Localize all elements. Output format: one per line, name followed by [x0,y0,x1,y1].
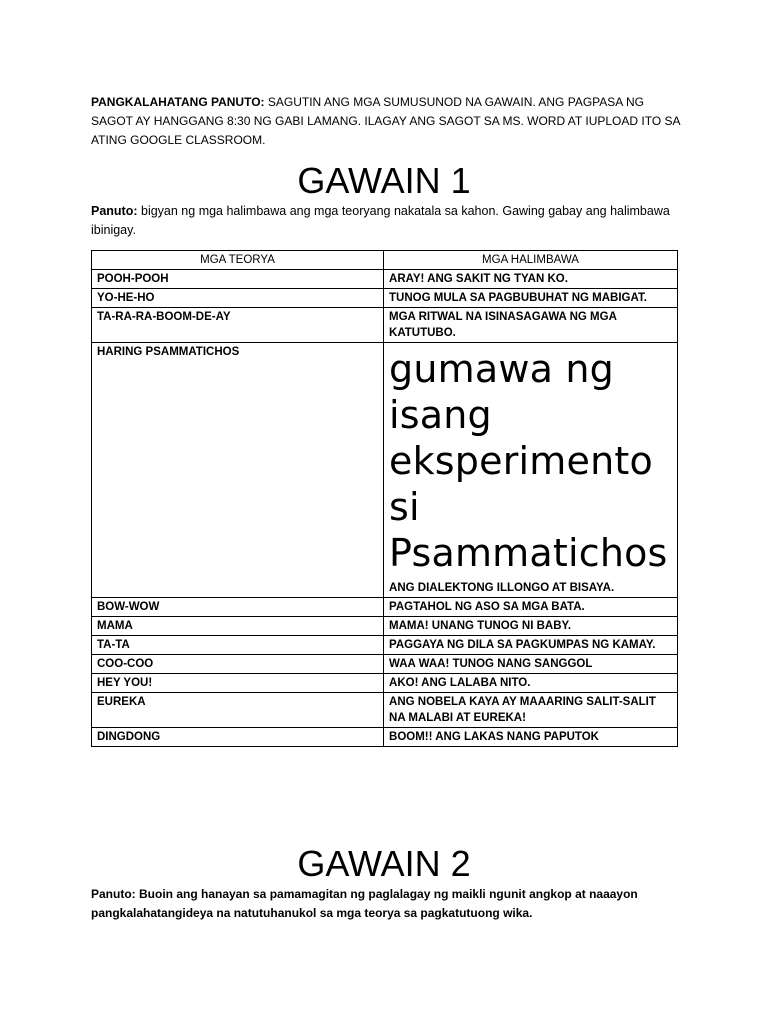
gawain-2-instruction: Panuto: Buoin ang hanayan sa pamamagitan ng paglalagay ng maikli ngunit angkop at naaayon pangkalahatangideya na natutuhanukol sa mga teorya sa pagkatutuong wika. [91,887,638,920]
teorya-cell: TA-RA-RA-BOOM-DE-AY [92,308,384,343]
teorya-cell: TA-TA [92,636,384,655]
teorya-table [91,250,678,747]
halimbawa-large-text: gumawa ng isang eksperimento si Psammatichos [389,347,668,575]
halimbawa-cell: TUNOG MULA SA PAGBUBUHAT NG MABIGAT. [384,289,678,308]
teorya-cell: DINGDONG [92,728,384,747]
teorya-cell: POOH-POOH [92,270,384,289]
header-mga-teorya: MGA TEORYA [92,251,384,270]
gawain-1-instruction-text: bigyan ng mga halimbawa ang mga teoryang nakatala sa kahon. Gawing gabay ang halimbawa ibinigay. [91,204,670,237]
teorya-cell: HARING PSAMMATICHOS [92,343,384,598]
teorya-cell: COO-COO [92,655,384,674]
table-row [92,617,678,636]
general-instruction-label: PANGKALAHATANG PANUTO: [91,95,265,109]
table-row [92,636,678,655]
teorya-cell: BOW-WOW [92,598,384,617]
teorya-cell: YO-HE-HO [92,289,384,308]
teorya-cell: HEY YOU! [92,674,384,693]
halimbawa-cell: PAGGAYA NG DILA SA PAGKUMPAS NG KAMAY. [384,636,678,655]
halimbawa-cell: MAMA! UNANG TUNOG NI BABY. [384,617,678,636]
general-instruction [91,93,681,150]
teorya-cell: MAMA [92,617,384,636]
header-mga-halimbawa: MGA HALIMBAWA [384,251,678,270]
table-row [92,289,678,308]
halimbawa-cell: MGA RITWAL NA ISINASAGAWA NG MGA KATUTUBO. [384,308,678,343]
halimbawa-cell: WAA WAA! TUNOG NANG SANGGOL [384,655,678,674]
table-row [92,693,678,728]
halimbawa-cell: PAGTAHOL NG ASO SA MGA BATA. [384,598,678,617]
table-row [92,270,678,289]
gawain-1-title: GAWAIN 1 [297,160,471,201]
teorya-cell: EUREKA [92,693,384,728]
halimbawa-cell [384,343,678,598]
gawain-1-instruction [91,202,681,240]
table-row [92,655,678,674]
table-row [92,308,678,343]
table-row [92,674,678,693]
table-header-row [92,251,678,270]
gawain-2-title: GAWAIN 2 [297,843,471,884]
halimbawa-cell: ARAY! ANG SAKIT NG TYAN KO. [384,270,678,289]
halimbawa-cell: BOOM!! ANG LAKAS NANG PAPUTOK [384,728,678,747]
gawain-1-instruction-label: Panuto: [91,204,138,218]
halimbawa-text: ANG DIALEKTONG ILLONGO AT BISAYA. [389,582,615,594]
general-instruction-text: SAGUTIN ANG MGA SUMUSUNOD NA GAWAIN. ANG PAGPASA NG SAGOT AY HANGGANG 8:30 NG GABI LAMANG. ILAGAY ANG SAGOT SA MS. WORD AT IUPLOAD ITO SA ATING GOOGLE CLASSROOM. [91,95,680,147]
halimbawa-cell: ANG NOBELA KAYA AY MAAARING SALIT-SALIT NA MALABI AT EUREKA! [384,693,678,728]
halimbawa-cell: AKO! ANG LALABA NITO. [384,674,678,693]
table-row [92,598,678,617]
table-row [92,343,678,598]
table-row [92,728,678,747]
